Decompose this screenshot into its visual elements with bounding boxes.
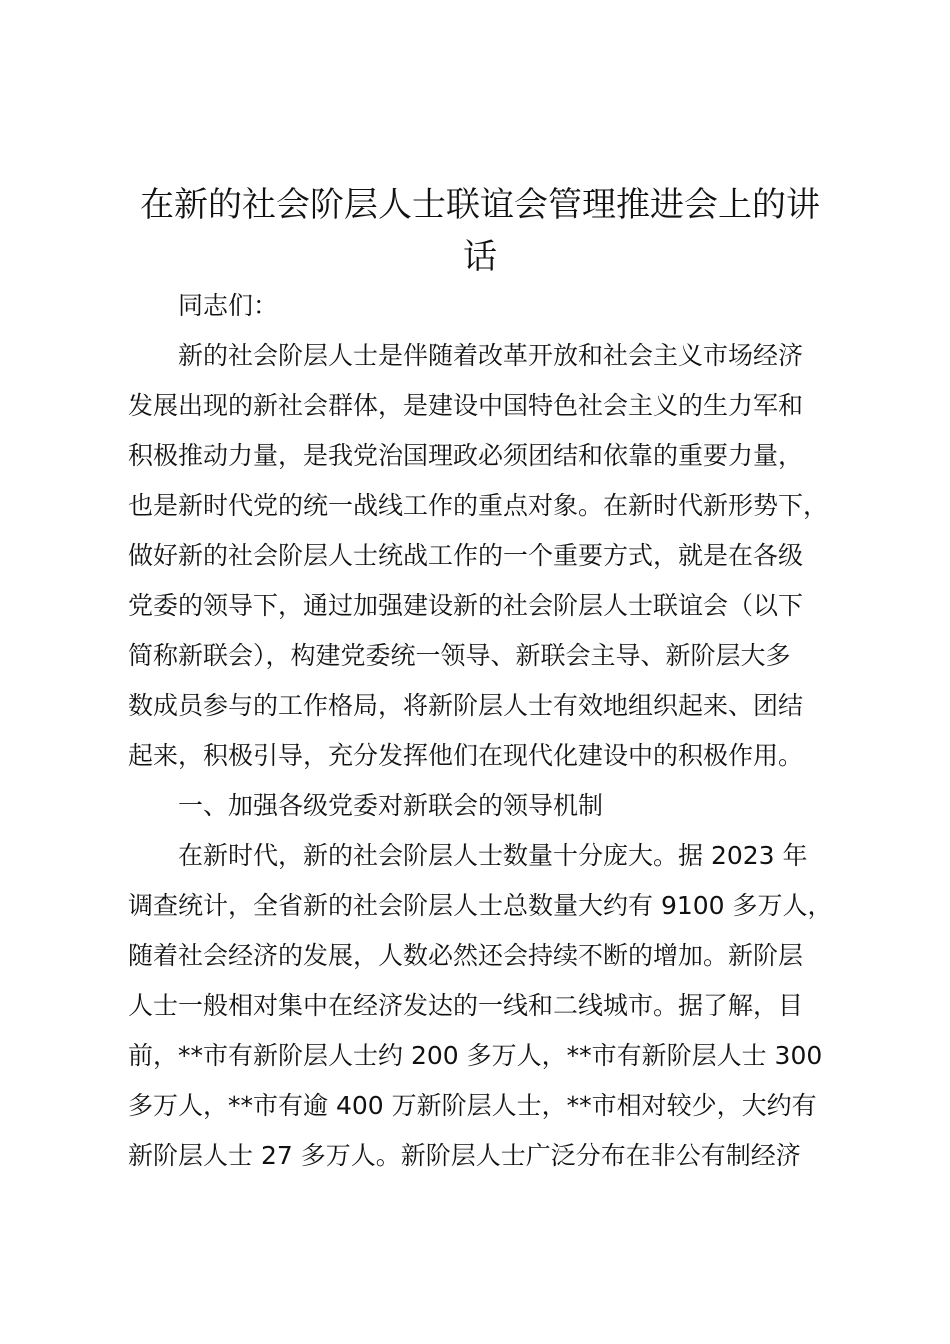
section-heading: 一、加强各级党委对新联会的领导机制 (178, 791, 604, 820)
body-line: 数成员参与的工作格局，将新阶层人士有效地组织起来、团结 (128, 691, 804, 720)
body-line: 积极推动力量，是我党治国理政必须团结和依靠的重要力量， (128, 441, 804, 470)
body-line: 起来，积极引导，充分发挥他们在现代化建设中的积极作用。 (128, 741, 804, 770)
salutation: 同志们： (178, 291, 279, 320)
body-line: 人士一般相对集中在经济发达的一线和二线城市。据了解，目 (128, 991, 804, 1020)
body-line: 新阶层人士 27 多万人。新阶层人士广泛分布在非公有制经济 (128, 1141, 801, 1170)
body-line: 简称新联会），构建党委统一领导、新联会主导、新阶层大多 (128, 641, 791, 670)
body-line: 随着社会经济的发展，人数必然还会持续不断的增加。新阶层 (128, 941, 804, 970)
body-line: 调查统计，全省新的社会阶层人士总数量大约有 9100 多万人， (128, 891, 833, 920)
body-line: 多万人，**市有逾 400 万新阶层人士，**市相对较少，大约有 (128, 1091, 817, 1120)
body-line: 做好新的社会阶层人士统战工作的一个重要方式，就是在各级 (128, 541, 804, 570)
body-line: 发展出现的新社会群体，是建设中国特色社会主义的生力军和 (128, 391, 804, 420)
body-line: 前，**市有新阶层人士约 200 多万人，**市有新阶层人士 300 (128, 1041, 823, 1070)
document-title-line-1: 在新的社会阶层人士联谊会管理推进会上的讲 (140, 185, 820, 225)
body-line: 党委的领导下，通过加强建设新的社会阶层人士联谊会（以下 (128, 591, 804, 620)
document-title-line-2: 话 (463, 237, 497, 277)
body-line: 也是新时代党的统一战线工作的重点对象。在新时代新形势下， (128, 491, 829, 520)
body-line: 在新时代，新的社会阶层人士数量十分庞大。据 2023 年 (178, 841, 808, 870)
body-line: 新的社会阶层人士是伴随着改革开放和社会主义市场经济 (178, 341, 804, 370)
